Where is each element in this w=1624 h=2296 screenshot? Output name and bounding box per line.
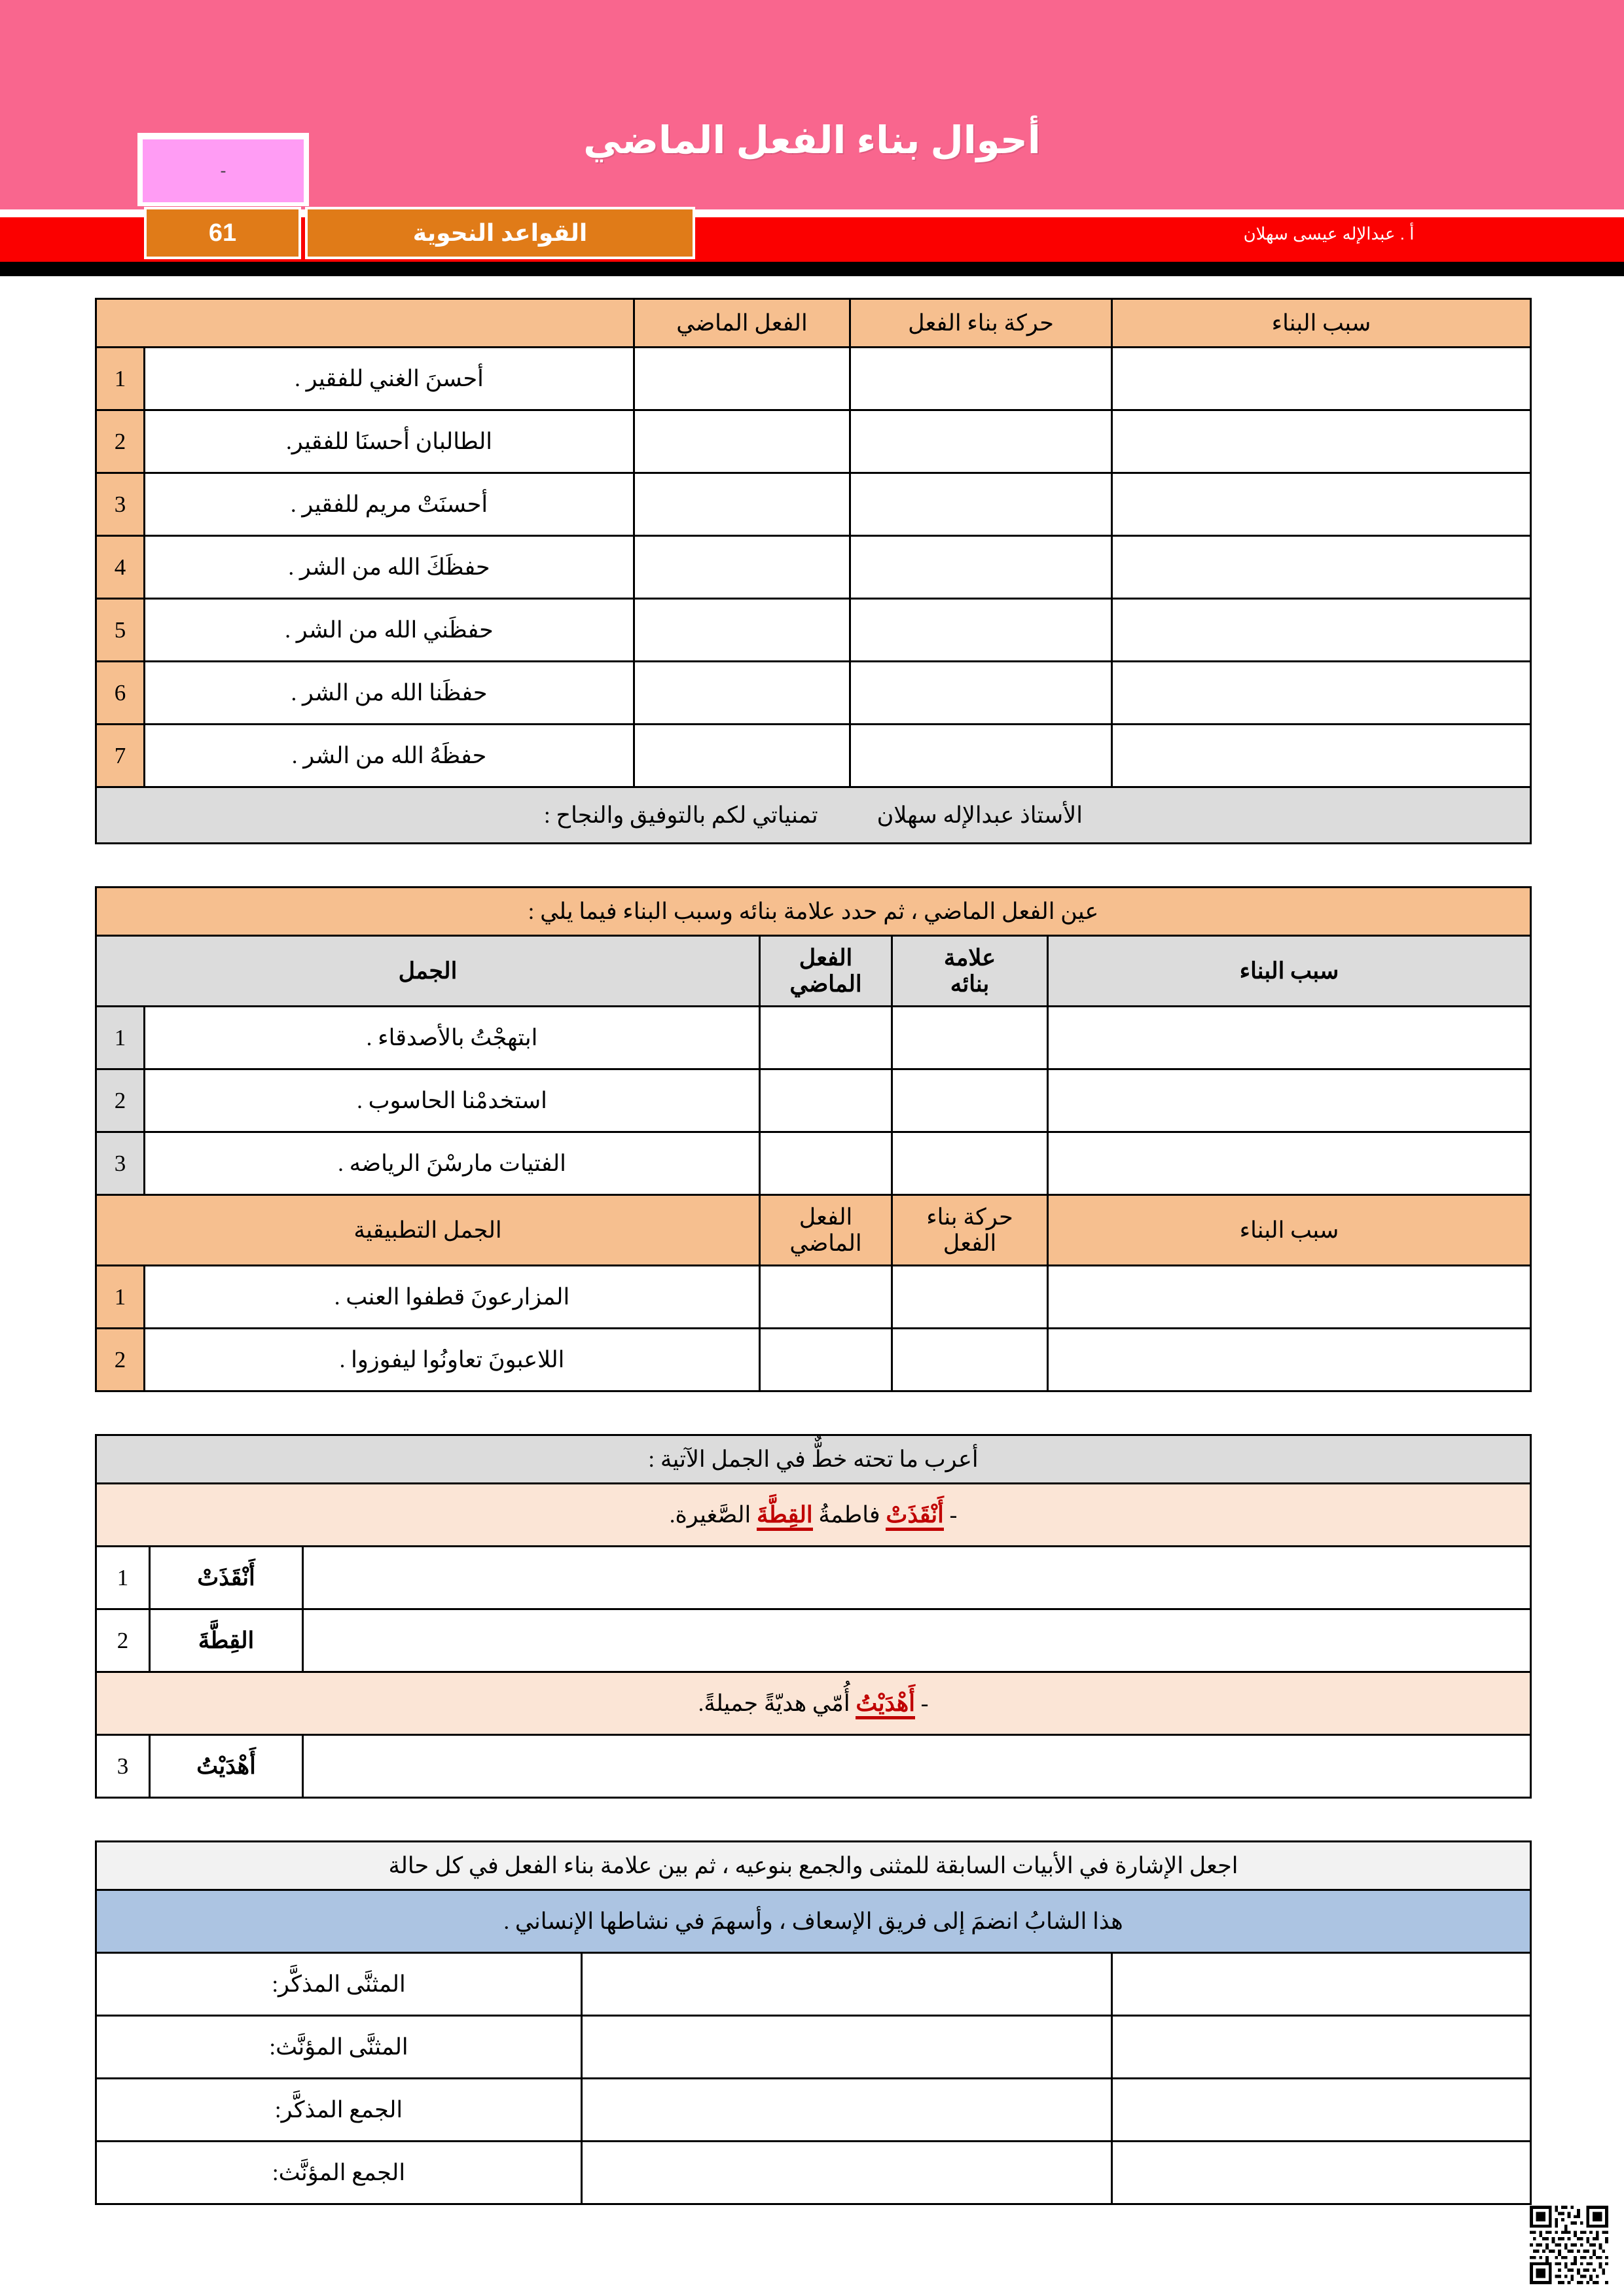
- sentence-banner-row: [96, 1890, 1531, 1953]
- sentence-text: حفظَنا الله من الشر .: [145, 662, 634, 725]
- footer-wish: تمنياتي لكم بالتوفيق والنجاح :: [544, 802, 818, 828]
- answer-reason[interactable]: [1112, 725, 1531, 787]
- answer-verb[interactable]: [634, 662, 850, 725]
- table-row: [96, 1547, 1530, 1609]
- row-label: الجمع المؤنَّث:: [96, 2142, 582, 2204]
- answer-reason[interactable]: [1112, 599, 1531, 662]
- instruction-row: [96, 1435, 1530, 1484]
- row-number: 2: [96, 410, 145, 473]
- instruction-dual-plural: اجعل الإشارة في الأبيات السابقة للمثنى والجمع بنوعيه ، ثم بين علامة بناء الفعل في كل حالة: [96, 1842, 1531, 1890]
- table-row: [96, 2079, 1531, 2142]
- table-row: [96, 2142, 1531, 2204]
- col-header-verb: الفعل الماضي: [760, 936, 892, 1007]
- table-row: [96, 725, 1531, 787]
- footer-author: الأستاذ عبدالإله سهلان: [876, 802, 1083, 828]
- answer-harakah[interactable]: [850, 662, 1112, 725]
- answer-parsing[interactable]: [303, 1735, 1531, 1798]
- row-number: 6: [96, 662, 145, 725]
- table-row: [96, 1953, 1531, 2016]
- table-row: [96, 1007, 1530, 1069]
- answer-field[interactable]: [582, 2016, 1112, 2079]
- answer-harakah[interactable]: [850, 410, 1112, 473]
- sentence-text: المزارعونَ قطفوا العنب .: [145, 1266, 760, 1329]
- answer-verb[interactable]: [634, 599, 850, 662]
- row-label: المثنَّى المؤنَّث:: [96, 2016, 582, 2079]
- row-number: 2: [96, 1069, 144, 1132]
- row-number: 3: [96, 1735, 149, 1798]
- table-header-row: [96, 299, 1531, 348]
- table-row: [96, 1329, 1530, 1391]
- col-header-sign: علامة بنائه: [892, 936, 1048, 1007]
- answer-harakah[interactable]: [850, 473, 1112, 536]
- row-number: 2: [96, 1329, 144, 1391]
- answer-harakah[interactable]: [850, 348, 1112, 410]
- answer-reason[interactable]: [1112, 473, 1531, 536]
- answer-reason[interactable]: [1112, 348, 1531, 410]
- answer-field[interactable]: [1112, 2016, 1531, 2079]
- sentence-text: حفظَني الله من الشر .: [145, 599, 634, 662]
- answer-verb[interactable]: [760, 1266, 892, 1329]
- answer-verb[interactable]: [760, 1007, 892, 1069]
- table-row: [96, 1609, 1530, 1672]
- row-label: الجمع المذكَّر:: [96, 2079, 582, 2142]
- col-header-applied-sentences: الجمل التطبيقية: [96, 1195, 759, 1266]
- table-parsing-exercise: [95, 1434, 1532, 1799]
- answer-verb[interactable]: [634, 348, 850, 410]
- footer-wish-cell: [96, 787, 1531, 844]
- answer-verb[interactable]: [760, 1329, 892, 1391]
- parse-target-word: أَهْدَيْتُ: [150, 1735, 303, 1798]
- answer-harakah[interactable]: [850, 725, 1112, 787]
- answer-reason[interactable]: [1048, 1266, 1531, 1329]
- row-label: المثنَّى المذكَّر:: [96, 1953, 582, 2016]
- base-sentence: هذا الشابُ انضمَ إلى فريق الإسعاف ، وأسهمَ في نشاطها الإنساني .: [96, 1890, 1531, 1953]
- parse-target-word: أَنْقَذَتْ: [150, 1547, 303, 1609]
- table-row: [96, 1735, 1530, 1798]
- row-number: 1: [96, 1266, 144, 1329]
- sentence-text: استخدمْنا الحاسوب .: [145, 1069, 760, 1132]
- answer-harakah[interactable]: [892, 1329, 1048, 1391]
- answer-verb[interactable]: [634, 473, 850, 536]
- row-number: 1: [96, 1007, 144, 1069]
- sentence-suffix: أُمّي هديّةً جميلةً.: [698, 1690, 856, 1716]
- col-header-reason: سبب البناء: [1048, 936, 1531, 1007]
- underlined-word-ahdaytu: أَهْدَيْتُ: [856, 1691, 915, 1719]
- col-header-verb: الفعل الماضي: [634, 299, 850, 348]
- sentence-text: الفتيات مارسْنَ الرياضه .: [145, 1132, 760, 1195]
- answer-sign[interactable]: [892, 1132, 1048, 1195]
- table-identify-past-verb: [95, 886, 1532, 1392]
- answer-parsing[interactable]: [303, 1547, 1531, 1609]
- row-number: 1: [96, 1547, 149, 1609]
- table-row: [96, 536, 1531, 599]
- sentence-text: الطالبان أحسنَا للفقير.: [145, 410, 634, 473]
- sentence-text: أحسنَ الغني للفقير .: [145, 348, 634, 410]
- answer-harakah[interactable]: [892, 1266, 1048, 1329]
- subject-tab: القواعد النحوية: [305, 207, 695, 259]
- row-number: 3: [96, 1132, 144, 1195]
- black-divider: [0, 262, 1624, 276]
- row-number: 2: [96, 1609, 149, 1672]
- answer-reason[interactable]: [1112, 662, 1531, 725]
- answer-verb[interactable]: [760, 1069, 892, 1132]
- instruction-identify: عين الفعل الماضي ، ثم حدد علامة بنائه وسبب البناء فيما يلي :: [96, 888, 1530, 936]
- answer-sign[interactable]: [892, 1007, 1048, 1069]
- table-row: [96, 1132, 1530, 1195]
- table-row: [96, 1266, 1530, 1329]
- table-header-row: [96, 936, 1530, 1007]
- table-header-row-applied: [96, 1195, 1530, 1266]
- answer-verb[interactable]: [760, 1132, 892, 1195]
- row-number: 1: [96, 348, 145, 410]
- col-header-harakah: حركة بناء الفعل: [850, 299, 1112, 348]
- answer-field[interactable]: [1112, 2079, 1531, 2142]
- dash-prefix: -: [915, 1690, 929, 1716]
- underlined-word-anqadhat: أَنْقَذَتْ: [886, 1502, 944, 1531]
- answer-field[interactable]: [1112, 1953, 1531, 2016]
- answer-verb[interactable]: [634, 536, 850, 599]
- underlined-word-alqittah: القِطَّةَ: [757, 1502, 813, 1531]
- worksheet-body: [97, 298, 1532, 2247]
- answer-reason[interactable]: [1048, 1069, 1531, 1132]
- answer-harakah[interactable]: [850, 536, 1112, 599]
- answer-harakah[interactable]: [850, 599, 1112, 662]
- sentence-mid: فاطمةُ: [812, 1501, 886, 1528]
- instruction-parsing: أعرب ما تحته خطٌّ في الجمل الآتية :: [96, 1435, 1530, 1484]
- answer-reason[interactable]: [1112, 410, 1531, 473]
- page-title: أحوال بناء الفعل الماضي: [583, 119, 1041, 162]
- table-row: [96, 2016, 1531, 2079]
- sentence-suffix: الصَّغيرة.: [669, 1501, 757, 1528]
- dash-prefix: -: [943, 1501, 958, 1528]
- table-row: [96, 599, 1531, 662]
- qr-code-icon: [1530, 2206, 1608, 2284]
- table-past-verb-states: [95, 298, 1532, 844]
- page-number-tab: 61: [144, 207, 301, 259]
- table-row: [96, 410, 1531, 473]
- answer-field[interactable]: [1112, 2142, 1531, 2204]
- parse-target-word: القِطَّةَ: [150, 1609, 303, 1672]
- row-number: 7: [96, 725, 145, 787]
- sentence-text: حفظَكَ الله من الشر .: [145, 536, 634, 599]
- col-header-sentence: [96, 299, 634, 348]
- col-header-reason: سبب البناء: [1112, 299, 1531, 348]
- parsing-sentence-2: [96, 1672, 1530, 1735]
- col-header-sentences: الجمل: [96, 936, 759, 1007]
- footer-row: [96, 787, 1531, 844]
- answer-sign[interactable]: [892, 1069, 1048, 1132]
- parsing-sentence-1: [96, 1484, 1530, 1547]
- sentence-banner-row: [96, 1484, 1530, 1547]
- sentence-text: أحسنَتْ مريم للفقير .: [145, 473, 634, 536]
- instruction-row: [96, 1842, 1531, 1890]
- answer-verb[interactable]: [634, 725, 850, 787]
- sentence-text: اللاعبونَ تعاونُوا ليفوزوا .: [145, 1329, 760, 1391]
- row-number: 4: [96, 536, 145, 599]
- row-number: 5: [96, 599, 145, 662]
- table-row: [96, 662, 1531, 725]
- answer-reason[interactable]: [1048, 1132, 1531, 1195]
- answer-field[interactable]: [582, 1953, 1112, 2016]
- sentence-text: ابتهجْتُ بالأصدقاء .: [145, 1007, 760, 1069]
- table-row: [96, 348, 1531, 410]
- col-header-verb-applied: الفعل الماضي: [760, 1195, 892, 1266]
- col-header-harakah-applied: حركة بناء الفعل: [892, 1195, 1048, 1266]
- answer-reason[interactable]: [1112, 536, 1531, 599]
- author-name: أ . عبدالإله عيسى سهلان: [1243, 224, 1415, 243]
- table-row: [96, 473, 1531, 536]
- instruction-row: [96, 888, 1530, 936]
- answer-field[interactable]: [582, 2142, 1112, 2204]
- answer-field[interactable]: [582, 2079, 1112, 2142]
- answer-reason[interactable]: [1048, 1329, 1531, 1391]
- sentence-text: حفظَهُ الله من الشر .: [145, 725, 634, 787]
- table-dual-plural-exercise: [95, 1840, 1532, 2205]
- sentence-banner-row: [96, 1672, 1530, 1735]
- table-row: [96, 1069, 1530, 1132]
- row-number: 3: [96, 473, 145, 536]
- answer-parsing[interactable]: [303, 1609, 1531, 1672]
- answer-verb[interactable]: [634, 410, 850, 473]
- corner-box: -: [143, 139, 304, 202]
- col-header-reason-applied: سبب البناء: [1048, 1195, 1531, 1266]
- answer-reason[interactable]: [1048, 1007, 1531, 1069]
